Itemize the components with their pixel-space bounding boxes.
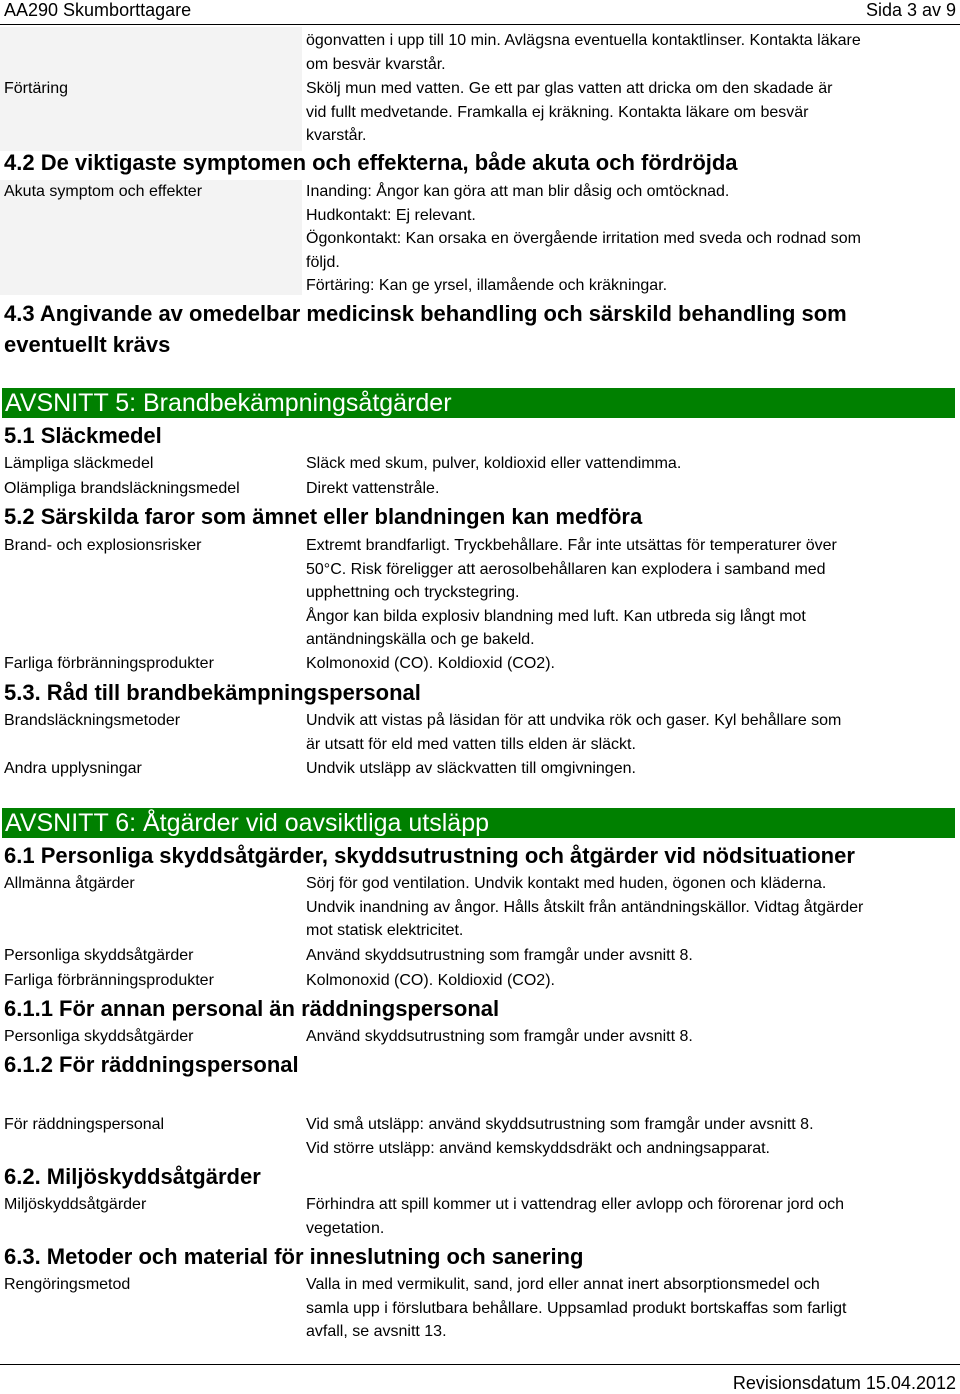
cleaning-method-label: Rengöringsmetod [4,1276,131,1293]
heading-4-3: 4.3 Angivande av omedelbar medicinsk behandling och särskild behandling som eventuellt krävs [4,301,847,357]
extinguishing-method-label: Brandsläckningsmetoder [4,712,181,729]
heading-6-3: 6.3. Metoder och material för inneslutning och sanering [4,1244,584,1269]
general-measures-value: Sörj för god ventilation. Undvik kontakt med huden, ögonen och kläderna. Undvik inandning av ångor. Hålls åtskilt från antändningskällor. Vidtag åtgärder mot statisk elektricitet. [306,875,864,939]
other-info-label: Andra upplysningar [4,760,142,777]
personal-protection-value: Använd skyddsutrustning som framgår under avsnitt 8. [306,947,693,964]
ingestion-value: Skölj mun med vatten. Ge ett par glas vatten att dricka om den skadade är vid fullt medvetande. Framkalla ej kräkning. Kontakta läkare om besvär kvarstår. [306,80,833,144]
environment-label: Miljöskyddsåtgärder [4,1196,147,1213]
combustion-products-value: Kolmonoxid (CO). Koldioxid (CO2). [306,655,555,672]
heading-4-2: 4.2 De viktigaste symptomen och effekterna, både akuta och fördröjda [4,150,738,175]
fire-risk-label: Brand- och explosionsrisker [4,537,202,554]
acute-symptoms-value: Inanding: Ångor kan göra att man blir dåsig och omtöcknad. Hudkontakt: Ej relevant. Ögonkontakt: Kan orsaka en övergående irritation med sveda och rodnad som följd. Förtäring: Kan ge yrsel, illamående och kräkningar. [306,183,861,294]
rescue-personnel-label: För räddningspersonal [4,1116,165,1133]
heading-6-1: 6.1 Personliga skyddsåtgärder, skyddsutrustning och åtgärder vid nödsituationer [4,843,855,868]
personal-protection-label: Personliga skyddsåtgärder [4,947,194,964]
fire-risk-value: Extremt brandfarligt. Tryckbehållare. Får inte utsättas för temperaturer över 50°C. Risk föreligger att aerosolbehållaren kan explodera i samband med upphettning och tryckstegring. Ångor kan bilda explosiv blandning med luft. Kan utbreda sig långt mot antändningskälla och ge bakeld. [306,537,837,648]
section-5-bar: AVSNITT 5: Brandbekämpningsåtgärder [2,388,955,418]
heading-6-1-2: 6.1.2 För räddningspersonal [4,1052,299,1077]
ingestion-label: Förtäring [4,80,69,97]
suitable-media-label: Lämpliga släckmedel [4,455,154,472]
personal-protection-label-2: Personliga skyddsåtgärder [4,1028,194,1045]
personal-protection-value-2: Använd skyddsutrustning som framgår under avsnitt 8. [306,1028,693,1045]
combustion-products-label: Farliga förbränningsprodukter [4,655,214,672]
heading-6-2: 6.2. Miljöskyddsåtgärder [4,1164,261,1189]
heading-5-3: 5.3. Råd till brandbekämpningspersonal [4,680,421,705]
unsuitable-media-label: Olämpliga brandsläckningsmedel [4,480,240,497]
footer-divider [0,1364,960,1365]
cleaning-method-value: Valla in med vermikulit, sand, jord eller annat inert absorptionsmedel och samla upp i förslutbara behållare. Uppsamlad produkt bortskaffas som farligt avfall, se avsnitt 13. [306,1276,847,1340]
unsuitable-media-value: Direkt vattenstråle. [306,480,440,497]
general-measures-label: Allmänna åtgärder [4,875,135,892]
combustion-products-label-6: Farliga förbränningsprodukter [4,972,214,989]
environment-value: Förhindra att spill kommer ut i vattendrag eller avlopp och förorenar jord och vegetation. [306,1196,845,1237]
other-info-value: Undvik utsläpp av släckvatten till omgivningen. [306,760,636,777]
suitable-media-value: Släck med skum, pulver, koldioxid eller vattendimma. [306,455,682,472]
heading-5-2: 5.2 Särskilda faror som ämnet eller blandningen kan medföra [4,504,643,529]
eye-contact-continued: ögonvatten i upp till 10 min. Avlägsna eventuella kontaktlinser. Kontakta läkare om besvär kvarstår. [306,32,861,73]
revision-date: Revisionsdatum 15.04.2012 [732,1373,956,1393]
page-number: Sida 3 av 9 [865,0,956,20]
rescue-personnel-value: Vid små utsläpp: använd skyddsutrustning som framgår under avsnitt 8. Vid större utsläpp: använd kemskyddsdräkt och andningsapparat. [306,1116,814,1157]
document-title: AA290 Skumborttagare [4,0,192,20]
heading-5-1: 5.1 Släckmedel [4,423,162,448]
header-divider [0,24,960,25]
extinguishing-method-value: Undvik att vistas på läsidan för att undvika rök och gaser. Kyl behållare som är utsatt för eld med vatten tills elden är släckt. [306,712,842,753]
section-6-bar: AVSNITT 6: Åtgärder vid oavsiktliga utsläpp [2,808,955,838]
combustion-products-value-6: Kolmonoxid (CO). Koldioxid (CO2). [306,972,555,989]
heading-6-1-1: 6.1.1 För annan personal än räddningspersonal [4,996,500,1021]
acute-symptoms-label: Akuta symptom och effekter [4,183,203,200]
